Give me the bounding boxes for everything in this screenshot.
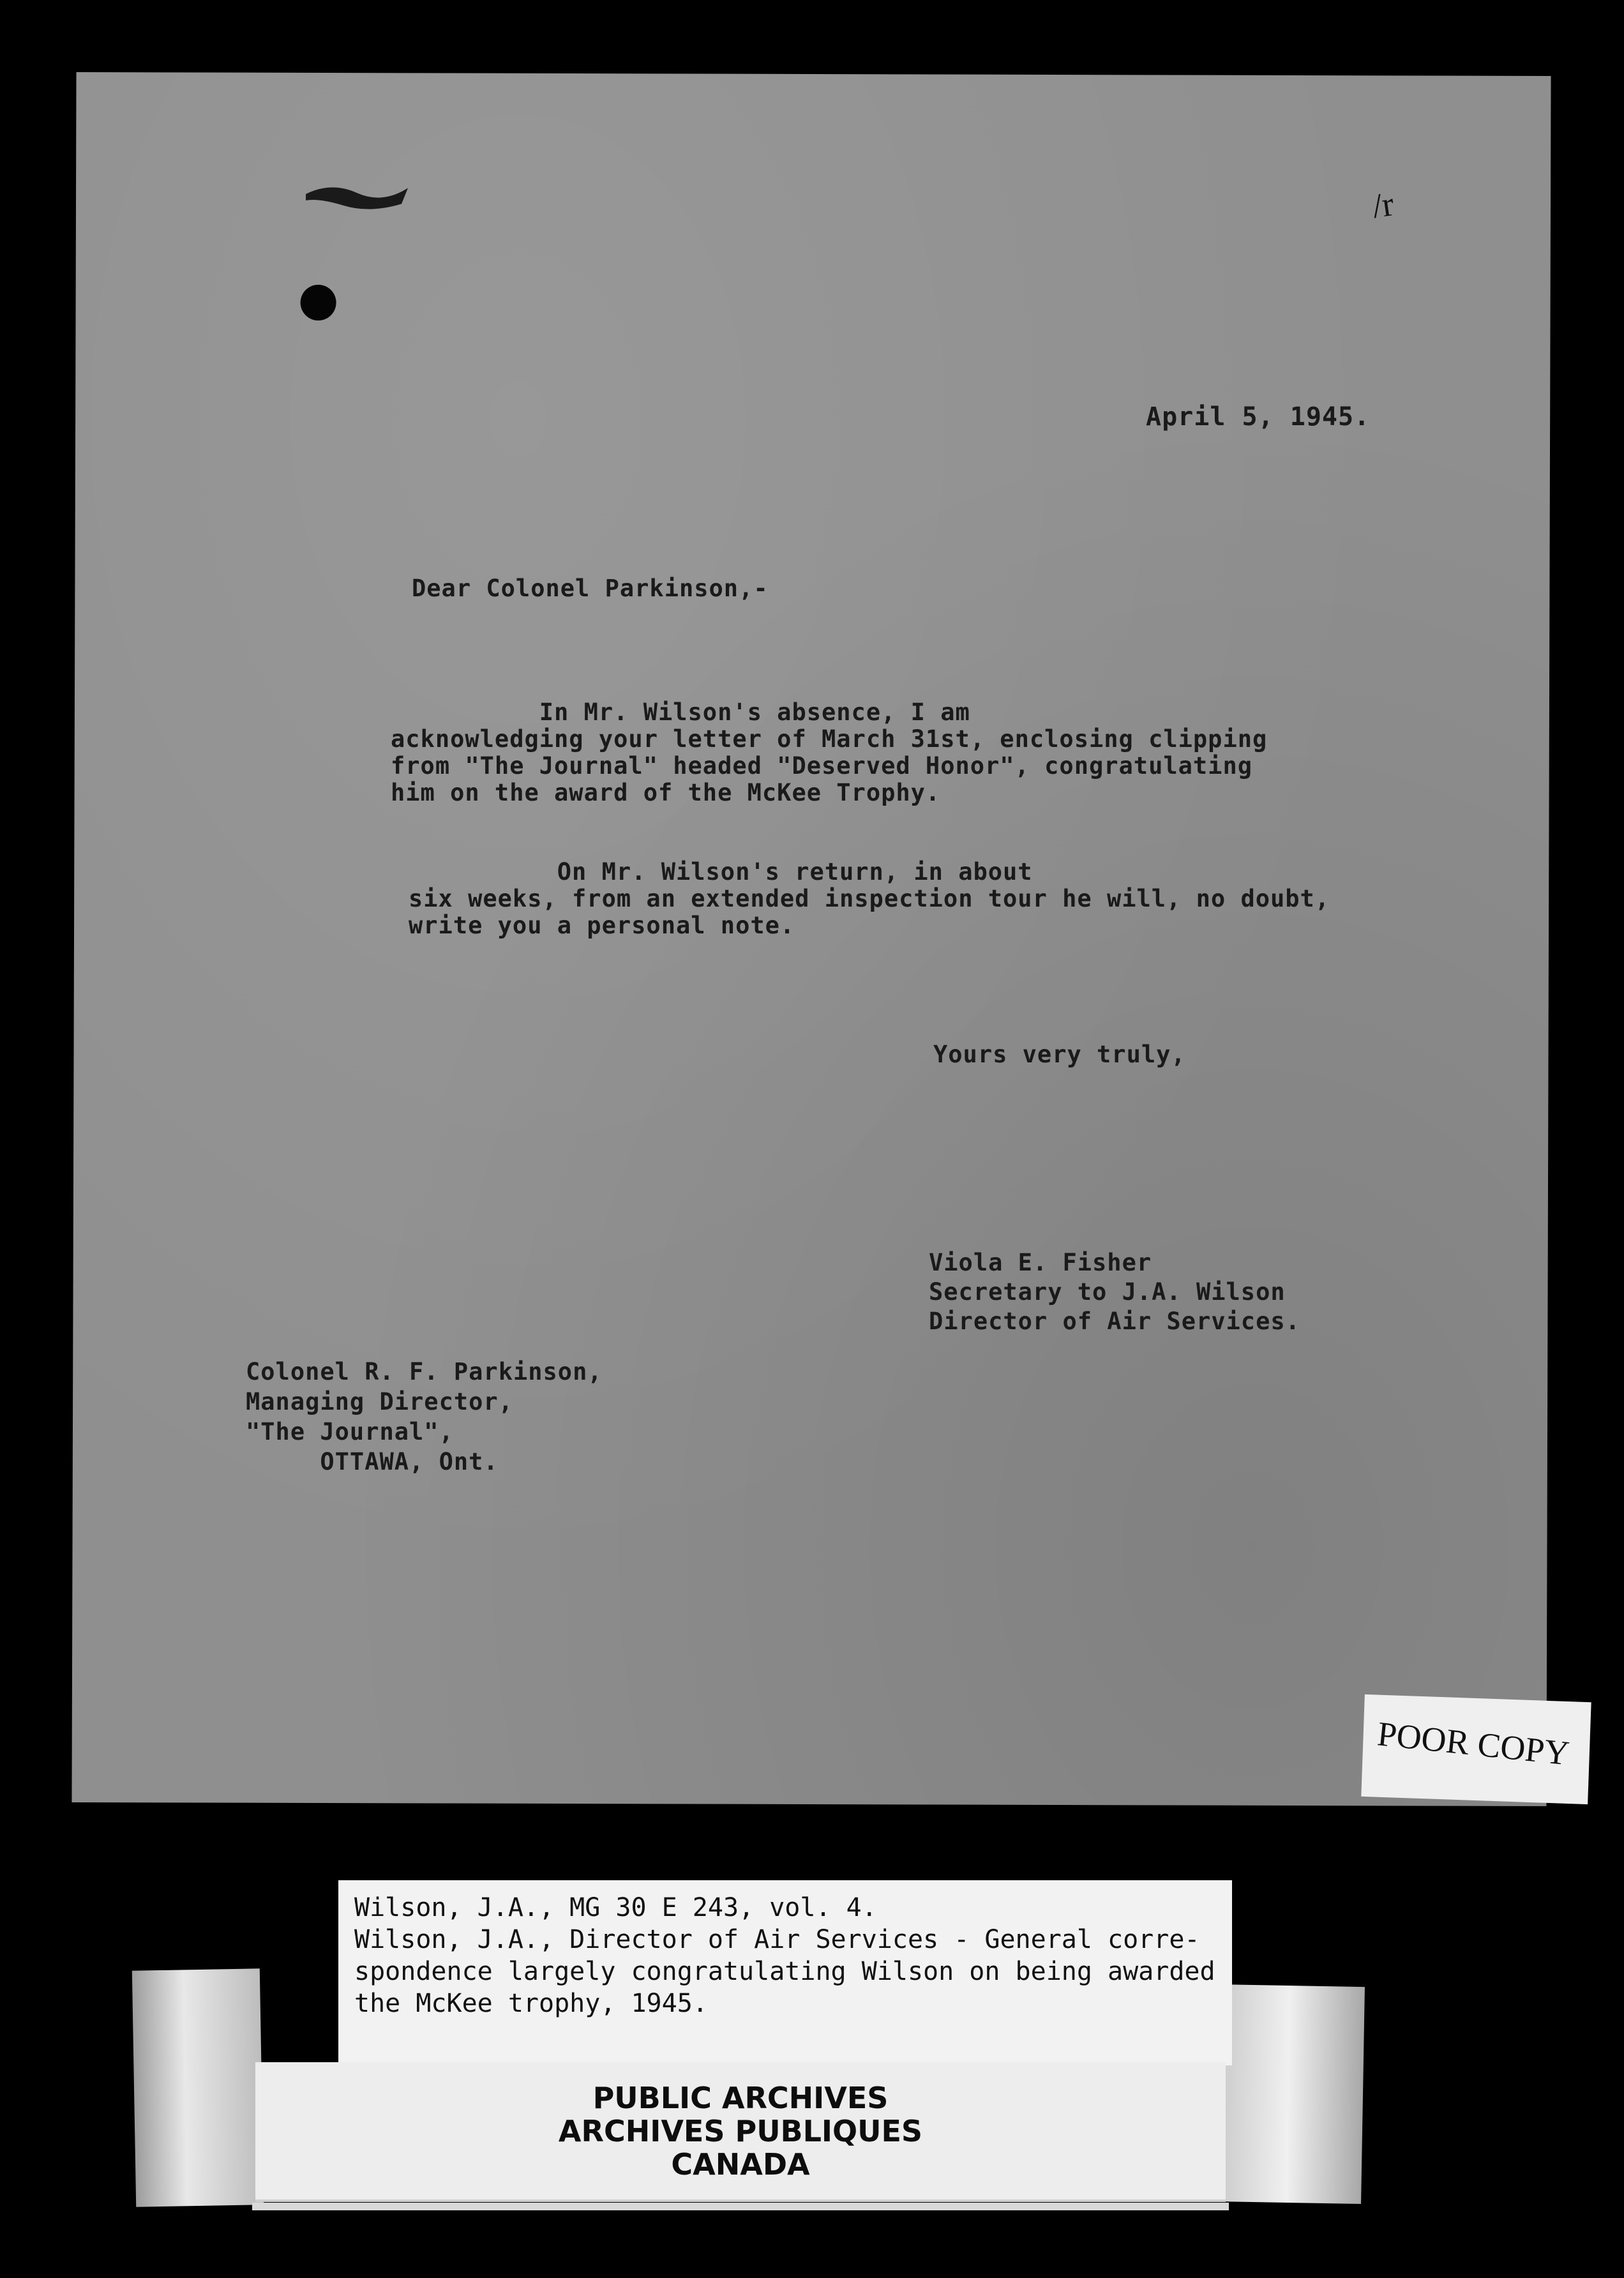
punch-hole: [301, 285, 336, 321]
poor-copy-text: POOR COPY: [1376, 1714, 1572, 1773]
page-mark: /r: [1369, 184, 1397, 226]
bottom-strip: [252, 2203, 1229, 2210]
archive-stamp: [255, 2081, 1226, 2181]
archive-stamp-band: [255, 2062, 1226, 2202]
salutation: Dear Colonel Parkinson,-: [412, 575, 769, 602]
archive-label-text: Wilson, J.A., MG 30 E 243, vol. 4. Wilson, J.A., Director of Air Services - General corre- spondence largely congratulating Wilson on being awarded the McKee trophy, 1945.: [354, 1893, 1215, 2018]
letter-date: April 5, 1945.: [1146, 402, 1371, 432]
ribbon-left: [132, 1968, 264, 2206]
closing: Yours very truly,: [933, 1041, 1186, 1068]
signature-block: Viola E. Fisher Secretary to J.A. Wilson Director of Air Services.: [929, 1249, 1300, 1335]
ribbon-right: [1211, 1984, 1365, 2204]
archive-stamp-text: PUBLIC ARCHIVES ARCHIVES PUBLIQUES CANADA: [558, 2081, 923, 2182]
recipient-address: Colonel R. F. Parkinson, Managing Director, "The Journal", OTTAWA, Ont.: [246, 1358, 603, 1475]
body-paragraph-1: In Mr. Wilson's absence, I am acknowledging your letter of March 31st, enclosing clipping from "The Journal" headed "Deserved Honor", congratulating him on the award of the McKee Trophy.: [391, 698, 1268, 806]
torn-corner-mark: [306, 175, 408, 213]
body-paragraph-2: On Mr. Wilson's return, in about six weeks, from an extended inspection tour he will, no doubt, write you a personal note.: [409, 858, 1330, 939]
poor-copy-note: [1361, 1694, 1591, 1804]
archive-label: [338, 1880, 1232, 2065]
